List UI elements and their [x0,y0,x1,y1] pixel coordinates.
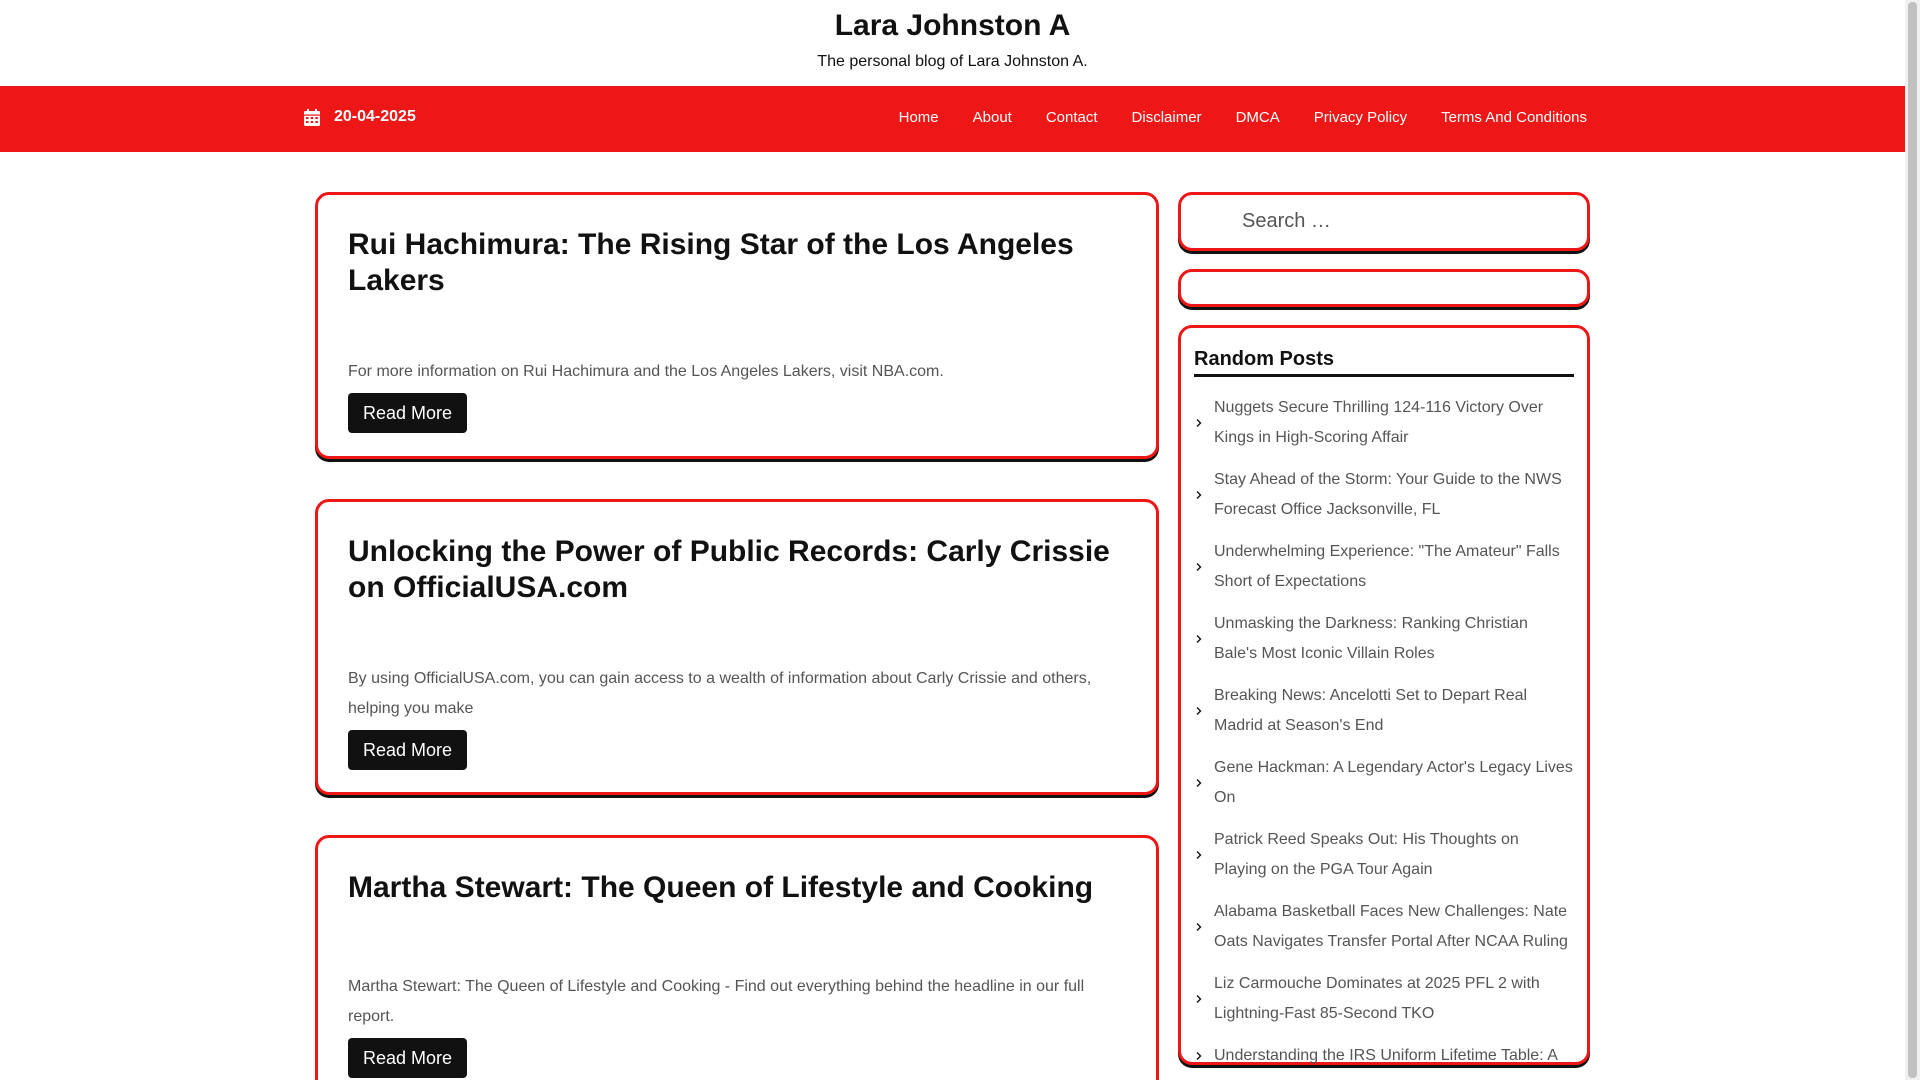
date-text: 20-04-2025 [334,108,416,125]
random-post-item[interactable] [1194,465,1574,525]
post-title[interactable]: Martha Stewart: The Queen of Lifestyle and Cooking [348,871,1094,904]
nav-item-disclaimer[interactable]: Disclaimer [1131,108,1202,126]
read-more-button[interactable]: Read More [348,730,467,770]
random-post-link[interactable]: Liz Carmouche Dominates at 2025 PFL 2 with Lightning-Fast 85-Second TKO [1214,975,1540,1022]
nav-item-about[interactable]: About [972,108,1012,126]
random-post-item[interactable] [1194,1041,1574,1071]
random-post-item[interactable] [1194,825,1574,885]
random-post-link[interactable]: Gene Hackman: A Legendary Actor's Legacy Lives On [1214,759,1573,806]
chevron-right-icon [1194,634,1204,644]
random-post-item[interactable] [1194,393,1574,453]
site-title[interactable]: Lara Johnston A [834,9,1071,42]
random-post-link[interactable]: Breaking News: Ancelotti Set to Depart Real Madrid at Season's End [1214,687,1528,734]
post-card [315,499,1159,795]
post-excerpt: For more information on Rui Hachimura and the Los Angeles Lakers, visit NBA.com. [348,363,944,380]
chevron-right-icon [1194,706,1204,716]
random-post-item[interactable] [1194,537,1574,597]
post-card [315,835,1159,1080]
random-post-item[interactable] [1194,609,1574,669]
read-more-button[interactable]: Read More [348,393,467,433]
nav-item-home[interactable]: Home [898,108,939,126]
chevron-right-icon [1194,418,1204,428]
nav-item-privacy-policy[interactable]: Privacy Policy [1313,108,1408,126]
random-post-link[interactable]: Underwhelming Experience: "The Amateur" Falls Short of Expectations [1214,543,1560,590]
sidebar [1178,192,1590,1080]
random-post-item[interactable] [1194,897,1574,957]
search-widget [1178,192,1590,251]
post-title[interactable]: Rui Hachimura: The Rising Star of the Los Angeles Lakers [348,228,1074,297]
nav-date [304,108,416,126]
nav-item-dmca[interactable]: DMCA [1235,108,1280,126]
chevron-right-icon [1194,562,1204,572]
nav-menu [882,86,1587,152]
chevron-right-icon [1194,490,1204,500]
chevron-right-icon [1194,778,1204,788]
chevron-right-icon [1194,850,1204,860]
post-excerpt: By using OfficialUSA.com, you can gain access to a wealth of information about Carly Crissie and others, helping you make [348,670,1092,717]
random-posts-list [1194,393,1574,1071]
random-posts-title: Random Posts [1194,346,1574,377]
calendar-icon [304,109,320,125]
main-navbar [0,86,1905,152]
random-posts-widget [1178,325,1590,1065]
random-post-link[interactable]: Unmasking the Darkness: Ranking Christian Bale's Most Iconic Villain Roles [1214,615,1528,662]
post-title[interactable]: Unlocking the Power of Public Records: Carly Crissie on OfficialUSA.com [348,535,1110,604]
random-post-link[interactable]: Alabama Basketball Faces New Challenges: Nate Oats Navigates Transfer Portal After NCAA Ruling [1214,903,1568,950]
search-input[interactable] [1240,209,1564,234]
chevron-right-icon [1194,994,1204,1004]
nav-item-contact[interactable]: Contact [1045,108,1098,126]
random-post-item[interactable] [1194,681,1574,741]
random-post-item[interactable] [1194,753,1574,813]
site-description: The personal blog of Lara Johnston A. [817,53,1088,70]
post-excerpt: Martha Stewart: The Queen of Lifestyle and Cooking - Find out everything behind the headline in our full report. [348,978,1085,1025]
random-post-link[interactable]: Patrick Reed Speaks Out: His Thoughts on Playing on the PGA Tour Again [1214,831,1519,878]
random-post-item[interactable] [1194,969,1574,1029]
empty-widget [1178,269,1590,307]
post-list-main [315,192,1159,1080]
random-post-link[interactable]: Stay Ahead of the Storm: Your Guide to the NWS Forecast Office Jacksonville, FL [1214,471,1562,518]
scrollbar-thumb[interactable] [1908,2,1917,1078]
page-scrollbar[interactable] [1905,0,1920,1080]
post-card [315,192,1159,459]
read-more-button[interactable]: Read More [348,1038,467,1078]
chevron-right-icon [1194,922,1204,932]
chevron-right-icon [1194,1051,1204,1061]
nav-item-terms[interactable]: Terms And Conditions [1441,108,1587,126]
random-post-link[interactable]: Understanding the IRS Uniform Lifetime Table: A [1214,1047,1558,1064]
random-post-link[interactable]: Nuggets Secure Thrilling 124-116 Victory Over Kings in High-Scoring Affair [1214,399,1544,446]
site-header [0,0,1905,86]
